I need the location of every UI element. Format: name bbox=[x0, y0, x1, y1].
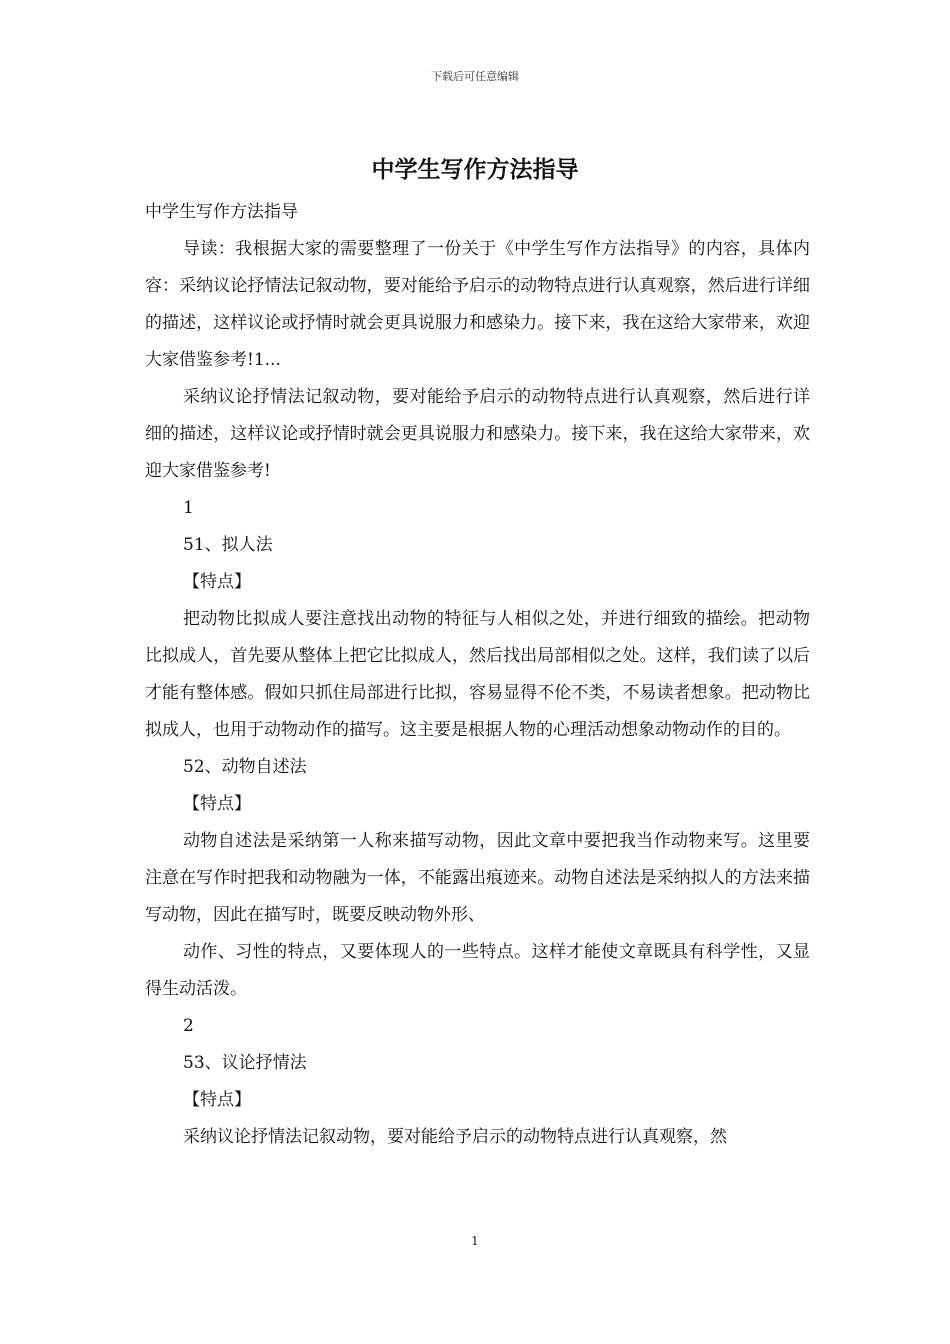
subtitle-paragraph: 中学生写作方法指导 bbox=[145, 202, 298, 222]
document-body bbox=[145, 194, 810, 1156]
feature-label: 【特点】 bbox=[183, 572, 251, 592]
intro-paragraph: 导读：我根据大家的需要整理了一份关于《中学生写作方法指导》的内容，具体内容：采纳议论抒情法记叙动物，要对能给予启示的动物特点进行认真观察，然后进行详细的描述，这样议论或抒情时就会更具说服力和感染力。接下来，我在这给大家带来，欢迎大家借鉴参考!1... bbox=[145, 239, 810, 370]
body-paragraph: 动物自述法是采纳第一人称来描写动物，因此文章中要把我当作动物来写。这里要注意在写作时把我和动物融为一体，不能露出痕迹来。动物自述法是采纳拟人的方法来描写动物，因此在描写时，既要反映动物外形、 bbox=[145, 831, 810, 925]
page-number: 1 bbox=[471, 1234, 479, 1248]
document-title: 中学生写作方法指导 bbox=[371, 156, 579, 183]
feature-label: 【特点】 bbox=[183, 1090, 251, 1110]
body-paragraph: 把动物比拟成人要注意找出动物的特征与人相似之处，并进行细致的描绘。把动物比拟成人，首先要从整体上把它比拟成人，然后找出局部相似之处。这样，我们读了以后才能有整体感。假如只抓住局部进行比拟，容易显得不伦不类，不易读者想象。把动物比拟成人，也用于动物动作的描写。这主要是根据人物的心理活动想象动物动作的目的。 bbox=[145, 609, 810, 740]
section-number: 2 bbox=[183, 1016, 194, 1036]
section-heading: 51、拟人法 bbox=[183, 535, 273, 555]
page-header-note: 下载后可任意编辑 bbox=[431, 70, 519, 83]
body-paragraph: 动作、习性的特点，又要体现人的一些特点。这样才能使文章既具有科学性，又显得生动活泼。 bbox=[145, 942, 810, 999]
body-paragraph: 采纳议论抒情法记叙动物，要对能给予启示的动物特点进行认真观察，然 bbox=[183, 1127, 727, 1147]
section-heading: 52、动物自述法 bbox=[183, 757, 307, 777]
section-number: 1 bbox=[183, 498, 194, 518]
section-heading: 53、议论抒情法 bbox=[183, 1053, 307, 1073]
summary-paragraph: 采纳议论抒情法记叙动物，要对能给予启示的动物特点进行认真观察，然后进行详细的描述，这样议论或抒情时就会更具说服力和感染力。接下来，我在这给大家带来，欢迎大家借鉴参考! bbox=[145, 387, 810, 481]
feature-label: 【特点】 bbox=[183, 794, 251, 814]
